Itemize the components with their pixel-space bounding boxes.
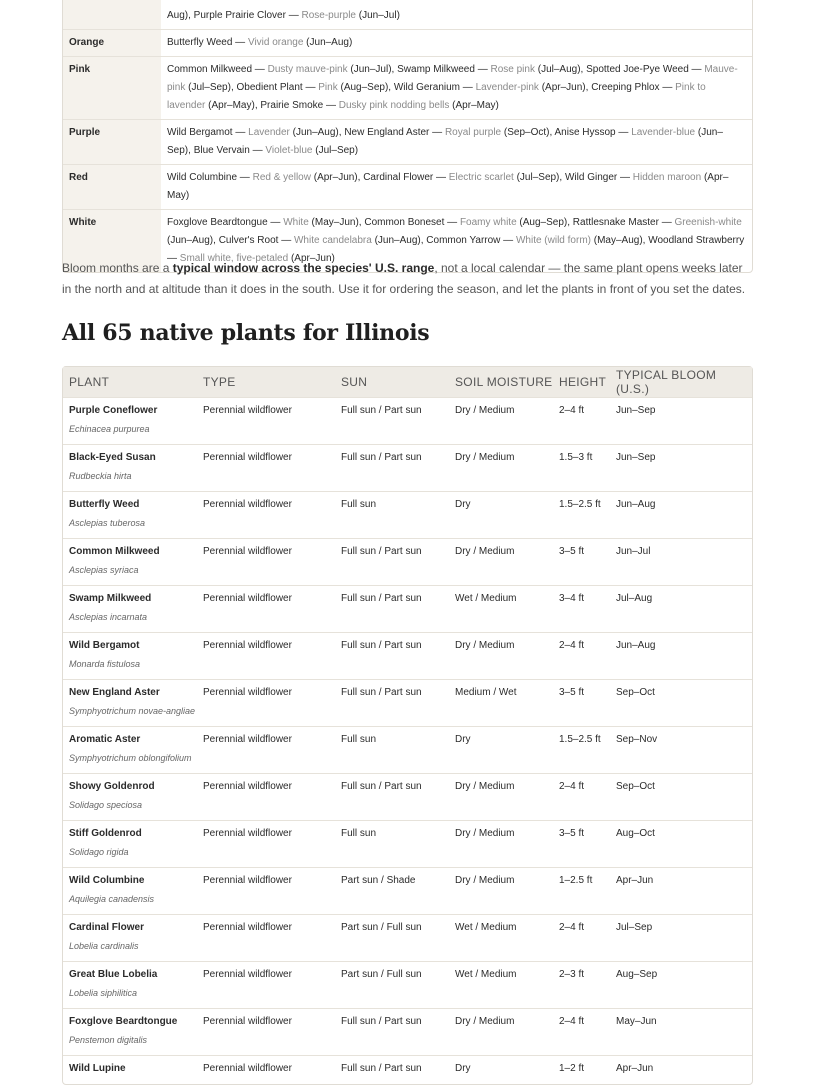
entry-color-desc: Lavender-pink — [475, 82, 539, 93]
entry-plant-name: Spotted Joe-Pye Weed — [586, 64, 689, 75]
plant-height: 1–2 ft — [559, 1063, 585, 1074]
plant-name: Wild Bergamot — [69, 640, 140, 651]
entry-color-desc: Lavender — [248, 127, 290, 138]
color-row — [63, 56, 752, 119]
entry-color-desc: Mauve-pink — [167, 64, 738, 93]
entry-months: (Jun–Sep) — [167, 127, 723, 156]
plant-type: Perennial wildflower — [203, 546, 292, 557]
plant-scientific-name: Monarda fistulosa — [69, 659, 141, 669]
header-type: TYPE — [203, 375, 236, 389]
entry-months: (Jun–Aug) — [292, 127, 339, 138]
plant-soil: Dry / Medium — [455, 640, 515, 651]
plant-height: 2–4 ft — [559, 640, 585, 651]
entry-plant-name: Woodland Strawberry — [648, 235, 745, 246]
entry-color-desc: White candelabra — [293, 235, 372, 246]
plant-scientific-name: Rudbeckia hirta — [69, 471, 132, 481]
plant-type: Perennial wildflower — [203, 640, 292, 651]
entry-color-desc: Foamy white — [459, 217, 517, 228]
plant-bloom: Jul–Aug — [616, 593, 653, 604]
plant-height: 2–3 ft — [559, 969, 585, 980]
table-row — [63, 867, 752, 914]
entry-color-desc: Pink — [318, 82, 338, 93]
plant-type: Perennial wildflower — [203, 499, 292, 510]
plant-bloom: Jun–Aug — [616, 640, 656, 651]
entry-months: (Aug–Sep) — [340, 82, 389, 93]
plant-type: Perennial wildflower — [203, 1016, 292, 1027]
header-bloom: TYPICAL BLOOM (U.S.) — [616, 368, 717, 396]
plant-sun: Full sun / Part sun — [341, 452, 422, 463]
plant-cell — [63, 731, 197, 767]
table-row — [63, 820, 752, 867]
table-row — [63, 538, 752, 585]
plant-bloom: Apr–Jun — [616, 1063, 654, 1074]
plant-name: Great Blue Lobelia — [69, 969, 158, 980]
header-plant: PLANT — [69, 375, 110, 389]
plant-name: Black-Eyed Susan — [69, 452, 156, 463]
entry-months: (Jul–Sep) — [315, 145, 359, 156]
entry-months: (Apr–Jun) — [290, 253, 335, 264]
color-label: Pink — [63, 57, 161, 119]
entry-months: (Jun–Jul) — [350, 64, 392, 75]
plant-height: 1–2.5 ft — [559, 875, 593, 886]
entry-months: (Apr–Jun) — [313, 172, 358, 183]
entry-months: (Apr–May) — [452, 100, 499, 111]
plant-sun: Full sun / Part sun — [341, 687, 422, 698]
plant-name: Aromatic Aster — [69, 734, 141, 745]
table-row — [63, 726, 752, 773]
plant-soil: Dry / Medium — [455, 875, 515, 886]
entry-color-desc: White (wild form) — [515, 235, 591, 246]
note-suffix: , not a local calendar — the same plant opens weeks later in the north and at altitude than it does in the south. Use it for ordering the season, and let the plants in front of you set the dates. — [62, 261, 746, 296]
plant-cell — [63, 402, 197, 438]
plant-cell — [63, 637, 197, 673]
entry-plant-name: Creeping Phlox — [591, 82, 660, 93]
plant-name: Foxglove Beardtongue — [69, 1016, 178, 1027]
color-label: White — [63, 210, 161, 272]
color-entries: Wild Columbine — Red & yellow (Apr–Jun), Cardinal Flower — Electric scarlet (Jul–Sep), Wild Ginger — Hidden maroon (Apr–May) — [167, 172, 729, 201]
color-entries: Aug), Purple Prairie Clover — Rose-purple (Jun–Jul) — [167, 10, 400, 21]
entry-plant-name: Cardinal Flower — [363, 172, 434, 183]
entry-color-desc: Rose pink — [490, 64, 535, 75]
plant-sun: Full sun — [341, 734, 377, 745]
entry-plant-name: Wild Bergamot — [167, 127, 233, 138]
entry-plant-name: Common Yarrow — [426, 235, 501, 246]
plant-type: Perennial wildflower — [203, 593, 292, 604]
plant-height: 2–4 ft — [559, 405, 585, 416]
bloom-color-table — [62, 0, 753, 273]
plant-scientific-name: Aquilegia canadensis — [69, 894, 155, 904]
entry-months: (May–Aug) — [593, 235, 643, 246]
color-row — [63, 164, 752, 209]
plant-sun: Full sun / Part sun — [341, 405, 422, 416]
color-entries: Butterfly Weed — Vivid orange (Jun–Aug) — [167, 37, 353, 48]
entry-plant-name: New England Aster — [344, 127, 430, 138]
entry-color-desc: Electric scarlet — [448, 172, 514, 183]
plant-soil: Dry — [455, 499, 471, 510]
entry-plant-name: Blue Vervain — [193, 145, 250, 156]
table-row — [63, 773, 752, 820]
entry-color-desc: Dusty mauve-pink — [267, 64, 348, 75]
entry-plant-name: Prairie Smoke — [260, 100, 324, 111]
header-sun: SUN — [341, 375, 368, 389]
note-bold: typical window across the species' U.S. range — [172, 261, 435, 275]
entry-color-desc: Rose-purple — [301, 10, 356, 21]
note-prefix: Bloom months are a — [62, 261, 173, 275]
plant-bloom: Jun–Sep — [616, 405, 656, 416]
entry-plant-name: Wild Columbine — [167, 172, 238, 183]
plant-type: Perennial wildflower — [203, 687, 292, 698]
plant-height: 3–5 ft — [559, 828, 585, 839]
plant-scientific-name: Penstemon digitalis — [69, 1035, 148, 1045]
plant-height: 2–4 ft — [559, 1016, 585, 1027]
plant-soil: Dry — [455, 1063, 471, 1074]
plant-type: Perennial wildflower — [203, 734, 292, 745]
bloom-note — [62, 258, 753, 300]
plant-cell — [63, 543, 197, 579]
plant-bloom: Sep–Nov — [616, 734, 658, 745]
plant-sun: Full sun / Part sun — [341, 593, 422, 604]
plant-name: Swamp Milkweed — [69, 593, 152, 604]
plant-soil: Dry / Medium — [455, 828, 515, 839]
plant-soil: Dry / Medium — [455, 546, 515, 557]
plant-type: Perennial wildflower — [203, 452, 292, 463]
plant-soil: Wet / Medium — [455, 593, 517, 604]
table-row — [63, 397, 752, 444]
plant-height: 2–4 ft — [559, 922, 585, 933]
entry-color-desc: Greenish-white — [674, 217, 742, 228]
plant-scientific-name: Solidago speciosa — [69, 800, 143, 810]
plant-bloom: Sep–Oct — [616, 781, 655, 792]
plant-bloom: Jun–Aug — [616, 499, 656, 510]
entry-plant-name: Foxglove Beardtongue — [167, 217, 268, 228]
plant-bloom: May–Jun — [616, 1016, 657, 1027]
plant-type: Perennial wildflower — [203, 781, 292, 792]
plant-sun: Full sun — [341, 499, 377, 510]
color-label: Orange — [63, 30, 161, 56]
color-label — [63, 0, 161, 29]
plant-scientific-name: Lobelia siphilitica — [69, 988, 138, 998]
plants-table — [62, 366, 753, 1085]
table-row — [63, 961, 752, 1008]
plant-scientific-name: Asclepias incarnata — [69, 612, 148, 622]
entry-color-desc: Pink to lavender — [167, 82, 706, 111]
plant-height: 1.5–2.5 ft — [559, 499, 601, 510]
plant-cell — [63, 449, 197, 485]
plant-sun: Full sun / Part sun — [341, 640, 422, 651]
table-row — [63, 1008, 752, 1055]
plant-sun: Full sun / Part sun — [341, 1063, 422, 1074]
table-row — [63, 914, 752, 961]
plant-soil: Wet / Medium — [455, 922, 517, 933]
entry-months: (Jun–Aug) — [167, 235, 214, 246]
entry-months: (Jul–Sep) — [188, 82, 231, 93]
plant-sun: Part sun / Shade — [341, 875, 416, 886]
plant-name: Common Milkweed — [69, 546, 160, 557]
entry-months: (Jun–Aug) — [374, 235, 421, 246]
entry-color-desc: Red & yellow — [252, 172, 311, 183]
plant-name: Stiff Goldenrod — [69, 828, 142, 839]
plant-cell — [63, 684, 197, 720]
entry-color-desc: Royal purple — [444, 127, 502, 138]
plant-name: Butterfly Weed — [69, 499, 140, 510]
plant-scientific-name: Echinacea purpurea — [69, 424, 150, 434]
entry-plant-name: Butterfly Weed — [167, 37, 233, 48]
entry-plant-name: Swamp Milkweed — [397, 64, 475, 75]
color-row — [63, 119, 752, 164]
plant-type: Perennial wildflower — [203, 922, 292, 933]
plant-scientific-name: Symphyotrichum novae-angliae — [69, 706, 196, 716]
plant-cell — [63, 1013, 197, 1049]
plant-scientific-name: Asclepias syriaca — [69, 565, 139, 575]
plant-height: 3–5 ft — [559, 687, 585, 698]
plant-name: Showy Goldenrod — [69, 781, 155, 792]
plant-soil: Medium / Wet — [455, 687, 517, 698]
table-row — [63, 585, 752, 632]
plant-bloom: Jul–Sep — [616, 922, 653, 933]
plant-sun: Full sun / Part sun — [341, 781, 422, 792]
plant-sun: Part sun / Full sun — [341, 922, 422, 933]
plant-cell — [63, 872, 197, 908]
plant-soil: Wet / Medium — [455, 969, 517, 980]
color-row — [63, 29, 752, 56]
table-row — [63, 491, 752, 538]
entry-months: (Jun–Jul) — [358, 10, 400, 21]
entry-months: (Apr–May) — [208, 100, 255, 111]
plant-cell — [63, 919, 197, 955]
entry-color-desc: Lavender-blue — [631, 127, 696, 138]
entry-months: (Aug–Sep) — [519, 217, 568, 228]
entry-color-desc: Violet-blue — [265, 145, 313, 156]
entry-months: (Apr–May) — [167, 172, 729, 201]
plant-bloom: Aug–Oct — [616, 828, 655, 839]
entry-plant-name: Common Milkweed — [167, 64, 253, 75]
entry-months: (Apr–Jun) — [541, 82, 586, 93]
color-label: Red — [63, 165, 161, 209]
entry-plant-name: Culver's Root — [218, 235, 279, 246]
entry-plant-name: Aug), Purple Prairie Clover — [167, 10, 286, 21]
entry-plant-name: Wild Ginger — [564, 172, 618, 183]
plant-cell — [63, 825, 197, 861]
plants-table-header — [63, 367, 752, 397]
table-row — [63, 444, 752, 491]
plant-cell — [63, 1060, 197, 1078]
plant-type: Perennial wildflower — [203, 405, 292, 416]
entry-color-desc: Dusky pink nodding bells — [338, 100, 450, 111]
plant-sun: Full sun / Part sun — [341, 1016, 422, 1027]
plant-soil: Dry / Medium — [455, 405, 515, 416]
color-entries: Common Milkweed — Dusty mauve-pink (Jun–Jul), Swamp Milkweed — Rose pink (Jul–Aug), Spotted Joe-Pye Weed — Mauve-pink (Jul–Sep), Obedient Plant — Pink (Aug–Sep), Wild Geranium — Lavender-pink (Apr–Jun), Creeping Phlox — Pink to lavender (Apr–May), Prairie Smoke — Dusky pink nodding bells (Apr–May) — [167, 64, 738, 111]
plant-soil: Dry / Medium — [455, 1016, 515, 1027]
entry-color-desc: Small white, five-petaled — [179, 253, 289, 264]
plant-bloom: Apr–Jun — [616, 875, 654, 886]
plant-type: Perennial wildflower — [203, 875, 292, 886]
plant-bloom: Jun–Jul — [616, 546, 651, 557]
entry-plant-name: Common Boneset — [364, 217, 445, 228]
entry-months: (Jul–Sep) — [516, 172, 560, 183]
header-soil: SOIL MOISTURE — [455, 375, 553, 389]
plant-name: New England Aster — [69, 687, 160, 698]
entry-plant-name: Rattlesnake Master — [572, 217, 659, 228]
section-heading: All 65 native plants for Illinois — [62, 320, 430, 346]
plant-height: 1.5–2.5 ft — [559, 734, 601, 745]
plant-scientific-name: Asclepias tuberosa — [69, 518, 146, 528]
plant-name: Purple Coneflower — [69, 405, 158, 416]
plant-sun: Full sun / Part sun — [341, 546, 422, 557]
plant-type: Perennial wildflower — [203, 828, 292, 839]
plant-height: 1.5–3 ft — [559, 452, 593, 463]
plant-scientific-name: Solidago rigida — [69, 847, 129, 857]
plant-name: Wild Columbine — [69, 875, 145, 886]
entry-color-desc: Hidden maroon — [632, 172, 702, 183]
entry-months: (Sep–Oct) — [503, 127, 550, 138]
plant-sun: Part sun / Full sun — [341, 969, 422, 980]
table-row — [63, 1055, 752, 1084]
entry-plant-name: Anise Hyssop — [554, 127, 616, 138]
color-row — [63, 0, 752, 29]
plant-height: 3–4 ft — [559, 593, 585, 604]
plant-cell — [63, 590, 197, 626]
plant-name: Wild Lupine — [69, 1063, 126, 1074]
plant-soil: Dry / Medium — [455, 781, 515, 792]
plant-bloom: Aug–Sep — [616, 969, 658, 980]
plant-sun: Full sun — [341, 828, 377, 839]
plant-height: 2–4 ft — [559, 781, 585, 792]
plant-cell — [63, 778, 197, 814]
color-label: Purple — [63, 120, 161, 164]
plant-bloom: Jun–Sep — [616, 452, 656, 463]
plant-scientific-name: Symphyotrichum oblongifolium — [69, 753, 192, 763]
plant-cell — [63, 496, 197, 532]
entry-months: (May–Jun) — [311, 217, 359, 228]
entry-plant-name: Wild Geranium — [393, 82, 460, 93]
entry-color-desc: White — [283, 217, 309, 228]
plant-type: Perennial wildflower — [203, 969, 292, 980]
color-entries: Foxglove Beardtongue — White (May–Jun), Common Boneset — Foamy white (Aug–Sep), Rattlesnake Master — Greenish-white (Jun–Aug), Culver's Root — White candelabra (Jun–Aug), Common Yarrow — White (wild form) (May–Aug), Woodland Strawberry — Small white, five-petaled (Apr–Jun) — [167, 217, 745, 264]
entry-color-desc: Vivid orange — [247, 37, 304, 48]
plant-height: 3–5 ft — [559, 546, 585, 557]
color-entries: Wild Bergamot — Lavender (Jun–Aug), New England Aster — Royal purple (Sep–Oct), Anise Hyssop — Lavender-blue (Jun–Sep), Blue Vervain — Violet-blue (Jul–Sep) — [167, 127, 723, 156]
plant-soil: Dry / Medium — [455, 452, 515, 463]
entry-plant-name: Obedient Plant — [236, 82, 303, 93]
table-row — [63, 632, 752, 679]
plant-bloom: Sep–Oct — [616, 687, 655, 698]
entry-months: (Jun–Aug) — [306, 37, 353, 48]
plant-cell — [63, 966, 197, 1002]
header-height: HEIGHT — [559, 375, 607, 389]
plant-name: Cardinal Flower — [69, 922, 145, 933]
plant-type: Perennial wildflower — [203, 1063, 292, 1074]
plant-soil: Dry — [455, 734, 471, 745]
table-row — [63, 679, 752, 726]
plant-scientific-name: Lobelia cardinalis — [69, 941, 139, 951]
entry-months: (Jul–Aug) — [537, 64, 581, 75]
